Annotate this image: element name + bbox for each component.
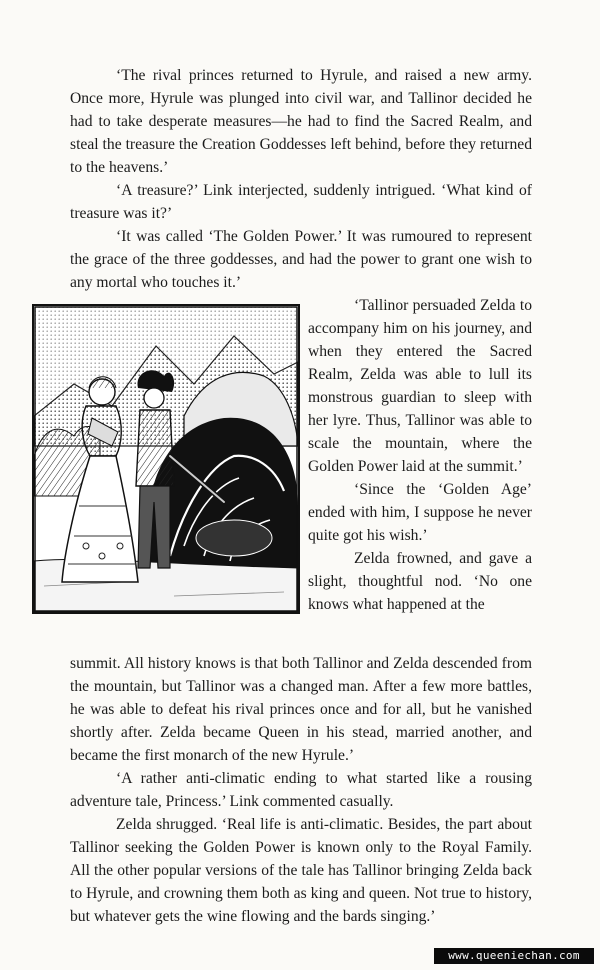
paragraph-golden-power: ‘It was called ‘The Golden Power.’ It was rumoured to represent the grace of the three goddesses, and had the power to grant one wish to any mortal who touches it.’	[70, 228, 532, 291]
watermark-url: www.queeniechan.com	[434, 948, 594, 964]
page-body	[70, 64, 532, 928]
paragraph-treasure-question: ‘A treasure?’ Link interjected, suddenly intrigued. ‘What kind of treasure was it?’	[70, 182, 532, 222]
text-after-illustration	[70, 652, 532, 928]
illustration-wrap-section	[70, 294, 532, 652]
paragraph-golden-age: ‘Since the ‘Golden Age’ ended with him, I suppose he never quite got his wish.’	[308, 481, 532, 544]
wrapped-text-column	[308, 294, 532, 616]
paragraph-summit-history: summit. All history knows is that both Tallinor and Zelda descended from the mountain, but Tallinor was a changed man. After a few more battles, he was able to defeat his rival princes once and for all, but he vanished shortly after. Zelda became Queen in his stead, married another, and became the first monarch of the new Hyrule.’	[70, 655, 532, 764]
illustration-panel	[32, 304, 300, 614]
paragraph-real-life: Zelda shrugged. ‘Real life is anti-climatic. Besides, the part about Tallinor seeking the Golden Power is known only to the Royal Family. All the other popular versions of the tale has Tallinor bringing Zelda back to Hyrule, and crowning them both as king and queen. Not true to history, but whatever gets the wine flowing and the bards singing.’	[70, 816, 532, 925]
paragraph-zelda-frowned: Zelda frowned, and gave a slight, thoughtful nod. ‘No one knows what happened at the	[308, 550, 532, 613]
paragraph-anti-climatic: ‘A rather anti-climatic ending to what started like a rousing adventure tale, Princess.’ Link commented casually.	[70, 770, 532, 810]
paragraph-rival-princes: ‘The rival princes returned to Hyrule, and raised a new army. Once more, Hyrule was plunged into civil war, and Tallinor decided he had to take desperate measures—he had to find the Sacred Realm, and steal the treasure the Creation Goddesses left behind, before they returned to the heavens.’	[70, 67, 532, 176]
paragraph-tallinor-persuaded: ‘Tallinor persuaded Zelda to accompany him on his journey, and when they entered the Sacred Realm, Zelda was able to lull its monstrous guardian to sleep with her lyre. Thus, Tallinor was able to scale the mountain, where the Golden Power laid at the summit.’	[308, 297, 532, 475]
manga-illustration-icon	[34, 306, 298, 612]
